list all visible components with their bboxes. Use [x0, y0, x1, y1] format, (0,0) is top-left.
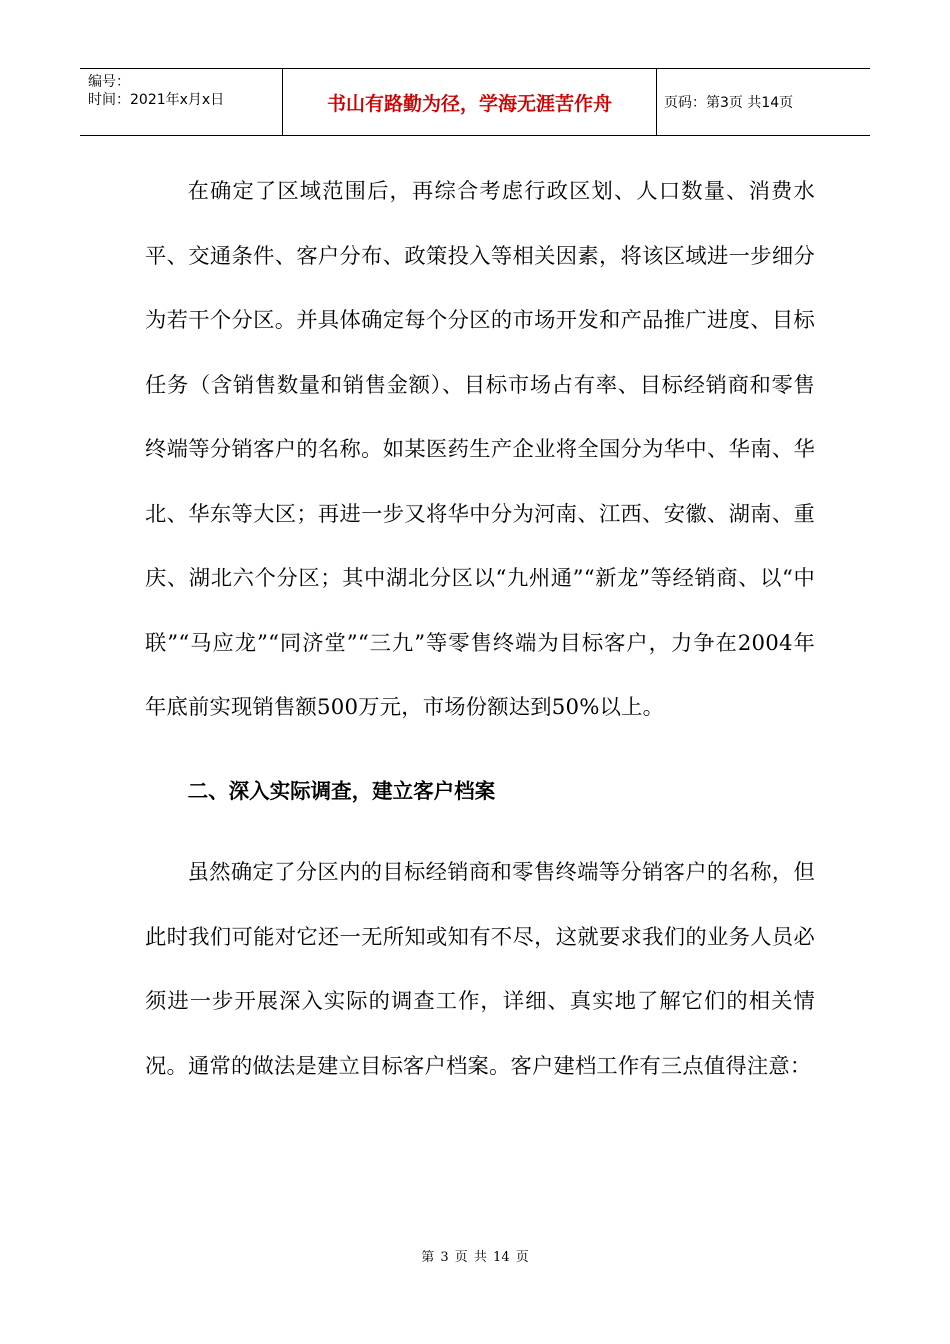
header-page-info: 页码：第3页 共14页: [664, 95, 794, 111]
header-motto: 书山有路勤为径，学海无涯苦作舟: [283, 69, 657, 135]
body-paragraph-2: 虽然确定了分区内的目标经销商和零售终端等分销客户的名称，但此时我们可能对它还一无所知或知有不尽，这就要求我们的业务人员必须进一步开展深入实际的调查工作，详细、真实地了解它们的相关情况。通常的做法是建立目标客户档案。客户建档工作有三点值得注意：: [145, 860, 815, 1079]
document-date-label: 时间：2021年x月x日: [88, 92, 225, 108]
body-paragraph-1: 在确定了区域范围后，再综合考虑行政区划、人口数量、消费水平、交通条件、客户分布、政策投入等相关因素，将该区域进一步细分为若干个分区。并具体确定每个分区的市场开发和产品推广进度、目标任务（含销售数量和销售金额）、目标市场占有率、目标经销商和零售终端等分销客户的名称。如某医药生产企业将全国分为华中、华南、华北、华东等大区；再进一步又将华中分为河南、江西、安徽、湖南、重庆、湖北六个分区；其中湖北分区以“九州通”“新龙”等经销商、以“中联”“马应龙”“同济堂”“三九”等零售终端为目标客户，力争在2004年年底前实现销售额500万元，市场份额达到50%以上。: [145, 179, 815, 720]
document-body: [145, 160, 815, 1099]
header-meta-cell: [80, 69, 283, 135]
document-number-label: 编号：: [88, 74, 130, 90]
section-heading-2: 二、深入实际调查，建立客户档案: [187, 778, 496, 803]
page-footer: 第 3 页 共 14 页: [421, 1250, 529, 1265]
document-header: [80, 68, 870, 136]
